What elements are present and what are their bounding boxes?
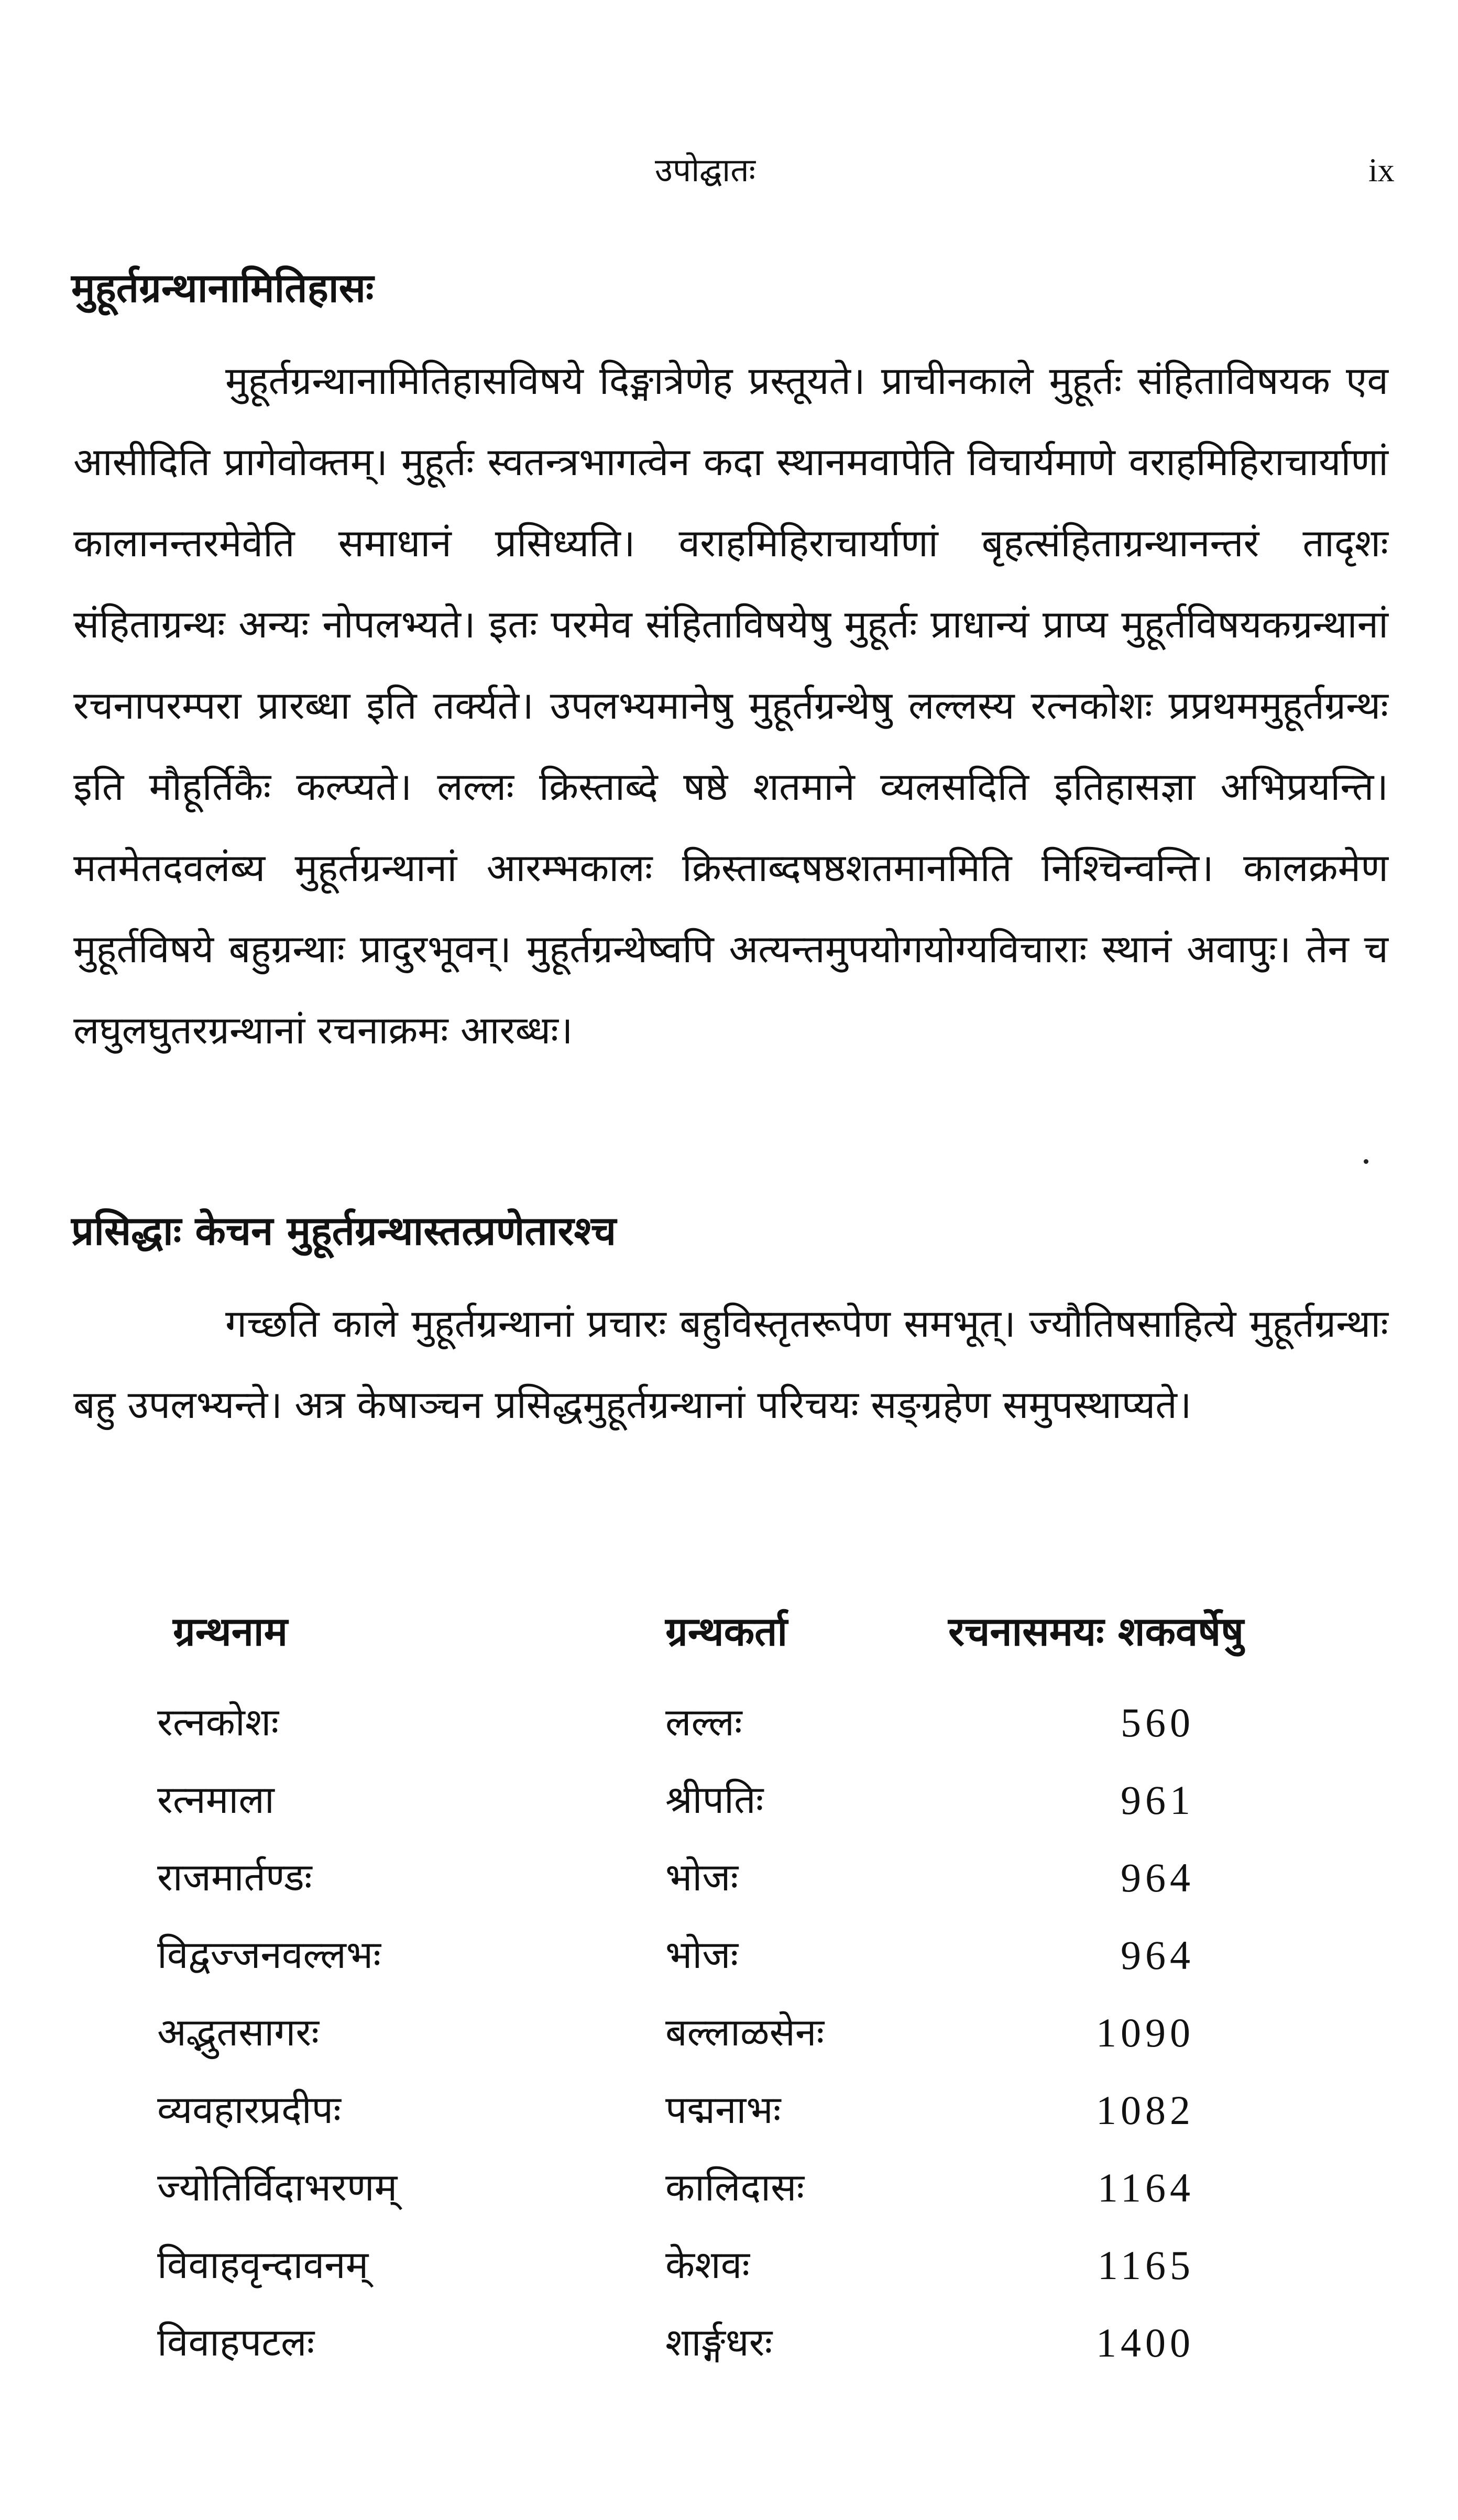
running-header	[0, 141, 1458, 199]
cell-author: पद्मनाभः	[665, 2088, 781, 2132]
table-row	[0, 2072, 1458, 2149]
ink-speck	[1364, 1159, 1368, 1164]
cell-book: विवाहपटलः	[157, 2320, 315, 2365]
cell-author: शार्ङ्गधरः	[665, 2320, 773, 2365]
table-header-row	[0, 1598, 1458, 1666]
cell-year: 560	[1121, 1700, 1194, 1745]
table-row	[0, 1994, 1458, 2072]
cell-author: भोजः	[665, 1933, 739, 1977]
column-header-time: रचनासमयः शकवर्षेषु	[948, 1608, 1244, 1655]
cell-year: 961	[1121, 1777, 1194, 1823]
cell-book: ज्योतिर्विदाभरणम्	[157, 2165, 398, 2210]
table-row	[0, 1917, 1458, 1994]
cell-author: श्रीपतिः	[665, 1778, 764, 1822]
cell-author: कालिदासः	[665, 2165, 805, 2210]
table-row	[0, 1762, 1458, 1839]
cell-year: 964	[1121, 1932, 1194, 1978]
cell-author: बल्लाळसेनः	[665, 2010, 825, 2055]
cell-book: अद्भुतसागरः	[157, 2010, 319, 2055]
running-title: उपोद्घातः	[655, 151, 756, 189]
cell-book: रत्नकोशः	[157, 1700, 279, 1745]
table-row	[0, 2149, 1458, 2227]
table-row	[0, 1684, 1458, 1762]
cell-author: भोजः	[665, 1855, 739, 1900]
cell-book: विवाहवृन्दावनम्	[157, 2243, 369, 2287]
table-row	[0, 2304, 1458, 2382]
cell-book: रत्नमाला	[157, 1778, 275, 1822]
table-row	[0, 1839, 1458, 1917]
cell-author: लल्लः	[665, 1700, 742, 1745]
cell-year: 1082	[1096, 2087, 1194, 2133]
cell-book: विद्वज्जनवल्लभः	[157, 1933, 381, 1977]
cell-book: राजमार्तण्डः	[157, 1855, 312, 1900]
paragraph-history: मुहूर्तग्रन्थानामितिहासविषये दिङ्मात्रेणेह प्रस्तूयते। प्राचीनकाले मुहूर्तः संहिताविषयक एव आसीदिति प्रागेवोक्तम्। मुहूर्तः स्वतन्त्रभागत्वेन कदा स्थानमवापेति विचार्यमाणे वराहमिहिराचार्याणां कालानन्तरमेवेति समाधानं प्रसिध्यति। वराहमिहिराचार्याणां बृहत्संहिताग्रन्थानन्तरं तादृशः संहिताग्रन्थः अन्यः नोपलभ्यते। इतः परमेव संहिताविषयेषु मुहूर्तः प्राधान्यं प्राप्य मुहूर्तविषयकग्रन्थानां रचनापरम्परा प्रारब्धा इति तर्क्यते। उपलभ्यमानेषु मुहूर्तग्रन्थेषु लल्लस्य रत्नकोशः प्रप्रथममुहूर्तग्रन्थः इति मौहूर्तिकैः कल्प्यते। लल्लः क्रिस्ताब्दे षष्ठे शतमाने व्यलसदिति इतिहासज्ञा अभिप्रयन्ति। मतमेतदवलंब्य मुहूर्तग्रन्थानां आरम्भकालः क्रिस्ताब्दषष्ठशतमानमिति निश्चिन्वन्ति। कालक्रमेण मुहूर्तविषये बहुग्रन्थाः प्रादुरभूवन्। मुहूर्तग्रन्थेष्वपि अत्यन्तमुपयोगयोग्यविचाराः स्थानं अवापुः। तेन च लघुलघुतरग्रन्थानां रचनाक्रमः आरब्धः।	[73, 359, 1388, 1053]
cell-year: 1165	[1097, 2242, 1194, 2288]
page-number: ix	[1368, 151, 1395, 189]
column-header-book: ग्रन्थनाम	[173, 1608, 288, 1655]
cell-book: व्यवहारप्रदीपः	[157, 2088, 341, 2132]
section-heading-famous-works: प्रसिद्धाः केचन मुहूर्तग्रन्थास्तत्प्रणेतारश्च	[71, 1207, 617, 1254]
cell-author: केशवः	[665, 2243, 750, 2287]
cell-year: 1090	[1096, 2010, 1194, 2055]
cell-year: 1164	[1097, 2165, 1194, 2210]
column-header-author: ग्रन्थकर्ता	[665, 1608, 788, 1655]
cell-year: 1400	[1096, 2320, 1194, 2365]
table-row	[0, 2227, 1458, 2304]
cell-year: 964	[1121, 1855, 1194, 1900]
section-heading-history: मुहूर्तग्रन्थानामितिहासः	[71, 265, 374, 311]
table-body	[0, 1684, 1458, 2382]
paragraph-famous-works: गच्छति काले मुहूर्तग्रन्थानां प्रचारः बहुविस्तृतरूपेण समभूत्। ज्यौतिषसाहित्ये मुहूर्तग्रन्थाः बहु उपलभ्यन्ते। अत्र केषाञ्चन प्रसिद्धमुहूर्तग्रन्थानां परिचयः सङ्ग्रहेण समुपस्थाप्यते।	[73, 1302, 1388, 1427]
